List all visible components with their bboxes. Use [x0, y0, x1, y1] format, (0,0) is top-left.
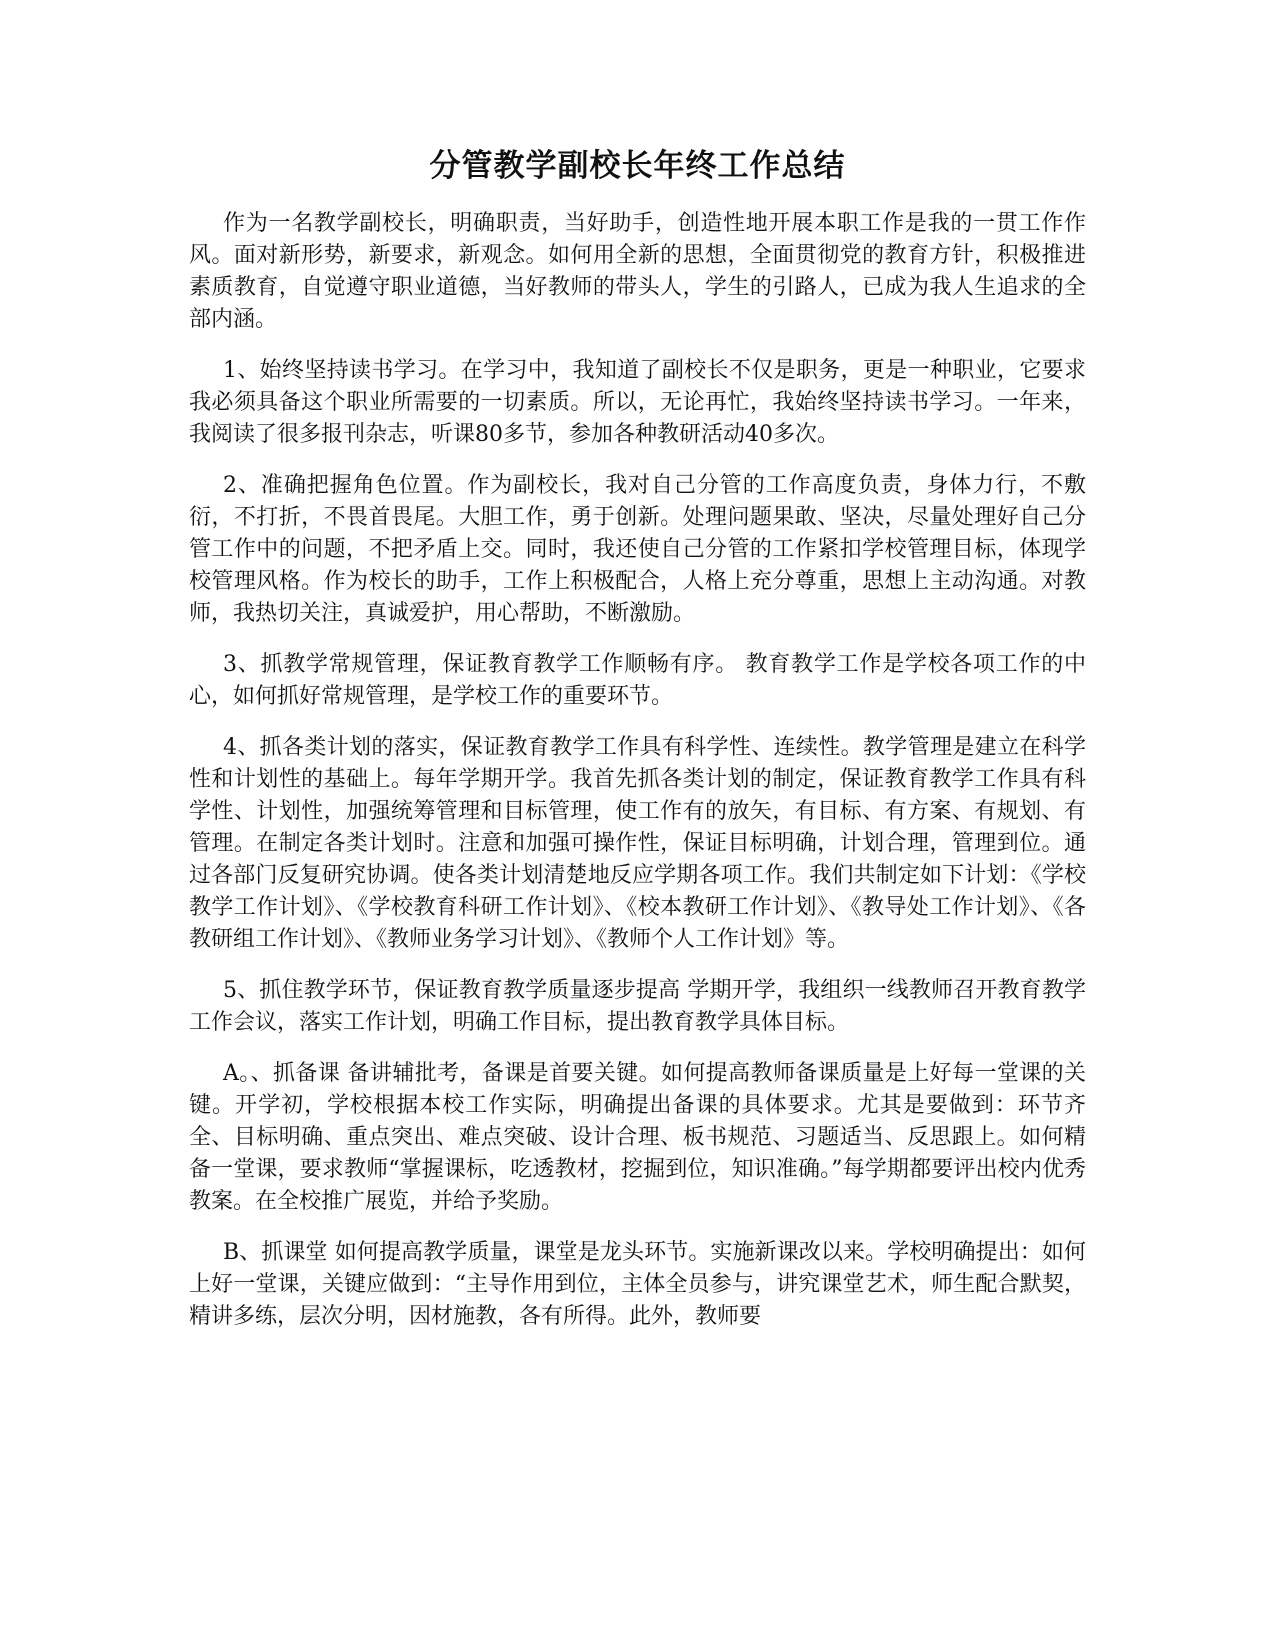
paragraph-2-role-position: 2、准确把握角色位置。作为副校长，我对自己分管的工作高度负责，身体力行，不敷衍，不打折，不畏首畏尾。大胆工作，勇于创新。处理问题果敢、坚决，尽量处理好自己分管工作中的问题，不把矛盾上交。同时，我还使自己分管的工作紧扣学校管理目标，体现学校管理风格。作为校长的助手，工作上积极配合，人格上充分尊重，思想上主动沟通。对教师，我热切关注，真诚爱护，用心帮助，不断激励。 [189, 473, 1086, 626]
document-body [189, 208, 1086, 1352]
paragraph-4-plan-implementation: 4、抓各类计划的落实，保证教育教学工作具有科学性、连续性。教学管理是建立在科学性和计划性的基础上。每年学期开学。我首先抓各类计划的制定，保证教育教学工作具有科学性、计划性，加强统筹管理和目标管理，使工作有的放矢，有目标、有方案、有规划、有管理。在制定各类计划时。注意和加强可操作性，保证目标明确，计划合理，管理到位。通过各部门反复研究协调。使各类计划清楚地反应学期各项工作。我们共制定如下计划：《学校教学工作计划》、《学校教育科研工作计划》、《校本教研工作计划》、《教导处工作计划》、《各教研组工作计划》、《教师业务学习计划》、《教师个人工作计划》等。 [189, 735, 1086, 952]
paragraph-1-reading-study: 1、始终坚持读书学习。在学习中，我知道了副校长不仅是职务，更是一种职业，它要求我必须具备这个职业所需要的一切素质。所以，无论再忙，我始终坚持读书学习。一年来，我阅读了很多报刊杂志，听课80多节，参加各种教研活动40多次。 [189, 358, 1086, 447]
paragraph-intro: 作为一名教学副校长，明确职责，当好助手，创造性地开展本职工作是我的一贯工作作风。面对新形势，新要求，新观念。如何用全新的思想，全面贯彻党的教育方针，积极推进素质教育，自觉遵守职业道德，当好教师的带头人，学生的引路人，已成为我人生追求的全部内涵。 [189, 211, 1086, 332]
paragraph-5-teaching-links: 5、抓住教学环节，保证教育教学质量逐步提高 学期开学，我组织一线教师召开教育教学工作会议，落实工作计划，明确工作目标，提出教育教学具体目标。 [189, 978, 1086, 1035]
paragraph-a-lesson-prep: A。、抓备课 备讲辅批考，备课是首要关键。如何提高教师备课质量是上好每一堂课的关键。开学初，学校根据本校工作实际，明确提出备课的具体要求。尤其是要做到：环节齐全、目标明确、重点突出、难点突破、设计合理、板书规范、习题适当、反思跟上。如何精备一堂课，要求教师“掌握课标，吃透教材，挖掘到位，知识准确。”每学期都要评出校内优秀教案。在全校推广展览，并给予奖励。 [189, 1061, 1086, 1214]
document-title: 分管教学副校长年终工作总结 [429, 148, 846, 184]
paragraph-b-classroom: B、抓课堂 如何提高教学质量，课堂是龙头环节。实施新课改以来。学校明确提出：如何上好一堂课，关键应做到：“主导作用到位，主体全员参与，讲究课堂艺术，师生配合默契，精讲多练，层次分明，因材施教，各有所得。此外，教师要 [189, 1240, 1086, 1329]
paragraph-3-routine-management: 3、抓教学常规管理，保证教育教学工作顺畅有序。 教育教学工作是学校各项工作的中心，如何抓好常规管理，是学校工作的重要环节。 [189, 652, 1086, 709]
